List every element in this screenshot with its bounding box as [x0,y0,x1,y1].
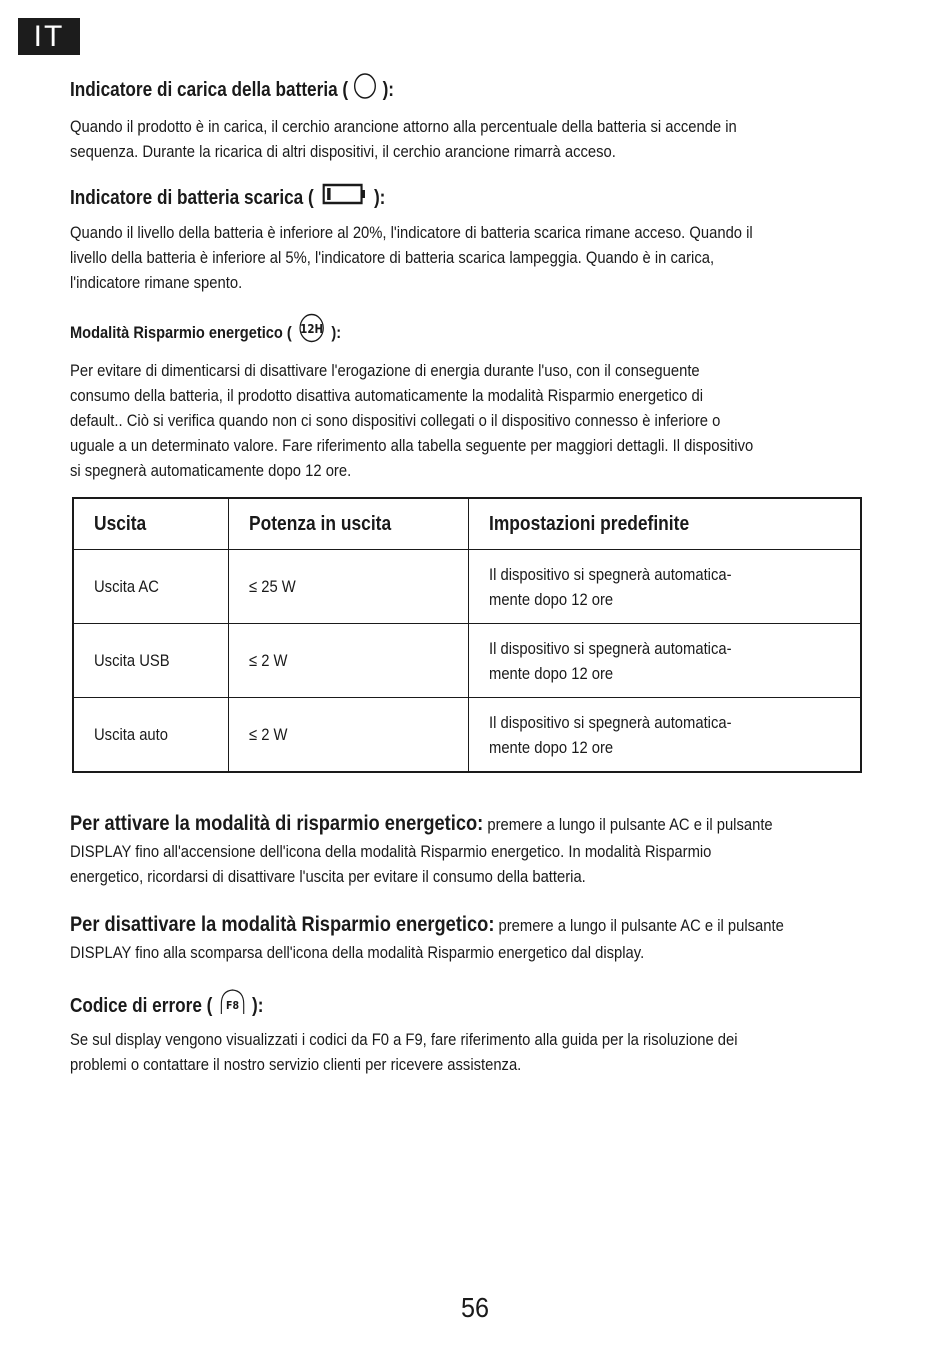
timer-12h-label: 12H [300,322,324,337]
page-number: 56 [460,1292,490,1323]
timer-12h-icon [297,313,326,352]
table-header-row [73,498,861,550]
header-cell: Impostazioni predefinite [468,498,861,550]
power-cell: ≤ 2 W [228,624,468,698]
title-end: ): [373,187,386,209]
paragraph-line: default.. Ciò si verifica quando non ci sono dispositivi collegati o il dispositivo connesso è inferiore o [70,411,721,430]
paragraph-line: problemi o contattare il nostro servizio clienti per ricevere assistenza. [70,1055,522,1074]
paragraph-line: Quando il livello della batteria è inferiore al 20%, l'indicatore di batteria scarica rimane acceso. Quando il [70,223,753,242]
output-cell: Uscita auto [73,698,228,773]
header-cell: Potenza in uscita [228,498,468,550]
section-activate [70,810,875,889]
paragraph-line: Se sul display vengono visualizzati i codici da F0 a F9, fare riferimento alla guida per la risoluzione dei [70,1030,738,1049]
title-text: Codice di errore ( [70,995,213,1017]
title-end: ): [251,995,264,1017]
output-cell: Uscita USB [73,624,228,698]
output-cell: Uscita AC [73,550,228,624]
upper-content [70,72,875,501]
title-end: ): [382,79,395,101]
section-title [70,72,762,108]
title-text: Indicatore di batteria scarica ( [70,187,314,209]
section-low-battery [70,182,875,295]
paragraph-line [70,810,870,839]
lower-content [70,810,875,1095]
table-row [73,624,861,698]
language-tag: IT [18,18,80,55]
title-text: Modalità Risparmio energetico ( [70,322,292,342]
battery-low-icon [319,182,369,214]
paragraph-line: Per evitare di dimenticarsi di disattivare l'erogazione di energia durante l'uso, con il conseguente [70,361,700,380]
section-energy-saving [70,313,875,483]
section-deactivate [70,911,875,965]
section-battery-charge [70,72,875,164]
title-end: ): [331,322,342,342]
deactivate-rest: premere a lungo il pulsante AC e il pulsante [494,916,784,935]
power-cell: ≤ 2 W [228,698,468,773]
table-row [73,698,861,773]
section-title [70,313,762,352]
section-error-code [70,987,875,1077]
paragraph-line: sequenza. Durante la ricarica di altri dispositivi, il cerchio arancione rimarrà acceso. [70,142,616,161]
setting-cell: Il dispositivo si spegnerà automatica- mente dopo 12 ore [468,624,861,698]
error-code-label: F8 [225,999,239,1013]
power-cell: ≤ 25 W [228,550,468,624]
paragraph-line [70,911,870,940]
setting-cell: Il dispositivo si spegnerà automatica- mente dopo 12 ore [468,550,861,624]
paragraph-line: Quando il prodotto è in carica, il cerchio arancione attorno alla percentuale della batteria si accende in [70,117,737,136]
paragraph-line: l'indicatore rimane spento. [70,273,243,292]
circle-icon [353,72,377,108]
paragraph-line: si spegnerà automaticamente dopo 12 ore. [70,461,352,480]
paragraph-line: uguale a un determinato valore. Fare riferimento alla tabella seguente per maggiori dettagli. Il dispositivo [70,436,754,455]
paragraph-line: livello della batteria è inferiore al 5%, l'indicatore di batteria scarica lampeggia. Quando è in carica, [70,248,715,267]
paragraph-line: DISPLAY fino alla scomparsa dell'icona della modalità Risparmio energetico dal display. [70,943,645,962]
table-row [73,550,861,624]
section-title [70,182,762,214]
paragraph-line: consumo della batteria, il prodotto disattiva automaticamente la modalità Risparmio energetico di [70,386,704,405]
output-settings-table [72,497,862,773]
section-title [70,987,762,1025]
header-cell: Uscita [73,498,228,550]
setting-cell: Il dispositivo si spegnerà automatica- mente dopo 12 ore [468,698,861,773]
paragraph-line: DISPLAY fino all'accensione dell'icona della modalità Risparmio energetico. In modalità Risparmio [70,842,712,861]
title-text: Indicatore di carica della batteria ( [70,79,349,101]
error-code-icon [218,987,247,1025]
paragraph-line: energetico, ricordarsi di disattivare l'uscita per evitare il consumo della batteria. [70,867,586,886]
activate-lead: Per attivare la modalità di risparmio energetico: [70,812,484,835]
deactivate-lead: Per disattivare la modalità Risparmio energetico: [70,913,495,936]
activate-rest: premere a lungo il pulsante AC e il pulsante [483,815,773,834]
